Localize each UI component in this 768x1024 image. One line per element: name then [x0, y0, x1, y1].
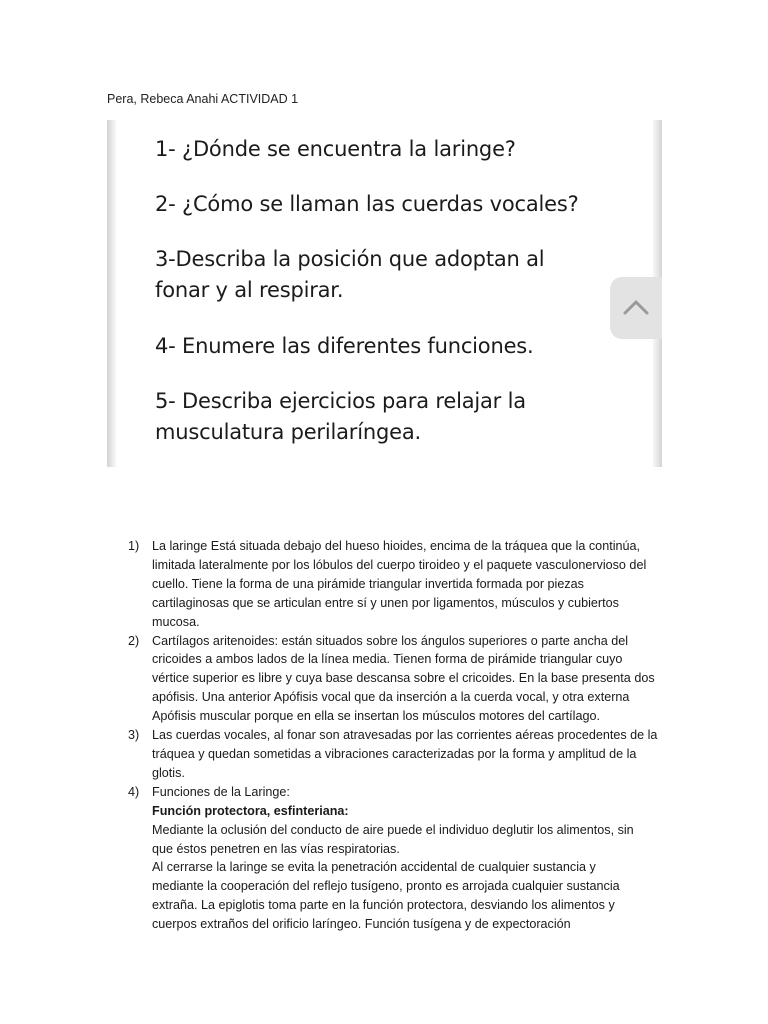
answers-list	[128, 537, 658, 934]
question-4	[155, 331, 534, 362]
document-header: Pera, Rebeca Anahi ACTIVIDAD 1	[107, 92, 299, 106]
answer-line: Mediante la oclusión del conducto de aire puede el individuo deglutir los alimentos, sin	[152, 822, 634, 837]
question-line: 5- Describa ejercicios para relajar la	[155, 389, 526, 413]
question-line: 1- ¿Dónde se encuentra la laringe?	[155, 137, 516, 161]
answer-line: que éstos penetren en las vías respiratorias.	[152, 841, 400, 856]
answer-line: Las cuerdas vocales, al fonar son atravesadas por las corrientes aéreas procedentes de la	[152, 728, 658, 743]
answer-item	[128, 537, 658, 632]
answer-line: Cartílagos aritenoides: están situados sobre los ángulos superiores o parte ancha del	[152, 633, 629, 648]
answer-subheading: Función protectora, esfinteriana:	[152, 803, 349, 818]
answer-line: limitada lateralmente por los lóbulos del cuerpo tiroideo y el paquete vasculonervioso del	[152, 557, 647, 572]
question-3	[155, 244, 544, 306]
question-line: musculatura perilaríngea.	[155, 420, 421, 444]
question-5	[155, 386, 526, 448]
answer-line: Al cerrarse la laringe se evita la penetración accidental de cualquier sustancia y	[152, 860, 596, 875]
answer-line: apófisis. Una anterior Apófisis vocal que da inserción a la cuerda vocal, y otra externa	[152, 690, 630, 705]
answer-line: extraña. La epiglotis toma parte en la función protectora, desviando los alimentos y	[152, 898, 615, 913]
answer-line: mediante la cooperación del reflejo tusígeno, pronto es arrojada cualquier sustancia	[152, 879, 620, 894]
answer-number: 2)	[128, 633, 140, 648]
screenshot-left-edge	[107, 120, 116, 467]
answer-line: cuello. Tiene la forma de una pirámide triangular invertida formada por piezas	[152, 576, 584, 591]
answer-line: cuerpos extraños del orificio laríngeo. Función tusígena y de expectoración	[152, 917, 571, 932]
question-line: fonar y al respirar.	[155, 278, 344, 302]
answer-number: 4)	[128, 784, 140, 799]
question-line: 2- ¿Cómo se llaman las cuerdas vocales?	[155, 192, 579, 216]
chevron-up-icon	[623, 299, 649, 315]
question-line: 3-Describa la posición que adoptan al	[155, 247, 545, 271]
answer-line: cartilaginosas que se articulan entre sí y unen por ligamentos, músculos y cubiertos	[152, 595, 619, 610]
answer-item	[128, 632, 658, 727]
answer-line: cricoides a ambos lados de la línea media. Tienen forma de pirámide triangular cuyo	[152, 652, 623, 667]
answer-number: 1)	[128, 539, 140, 553]
answer-line: Funciones de la Laringe:	[152, 784, 290, 799]
answer-line: glotis.	[152, 765, 185, 780]
questions-screenshot	[107, 120, 662, 467]
answer-line: La laringe Está situada debajo del hueso hioides, encima de la tráquea que la continúa,	[152, 539, 641, 553]
answer-item	[128, 726, 658, 783]
answer-line: mucosa.	[152, 614, 200, 629]
answer-line: tráquea y quedan sometidas a vibraciones caracterizadas por la forma y amplitud de la	[152, 746, 637, 761]
answer-line: vértice superior es libre y cuya base descansa sobre el cricoides. En la base presenta dos	[152, 671, 655, 686]
question-2	[155, 189, 579, 220]
answer-line: Apófisis muscular porque en ella se insertan los músculos motores del cartílago.	[152, 709, 600, 724]
scroll-to-top-button[interactable]	[610, 277, 662, 339]
answer-number: 3)	[128, 728, 140, 743]
question-line: 4- Enumere las diferentes funciones.	[155, 334, 534, 358]
answer-item	[128, 783, 658, 934]
question-1	[155, 134, 516, 165]
